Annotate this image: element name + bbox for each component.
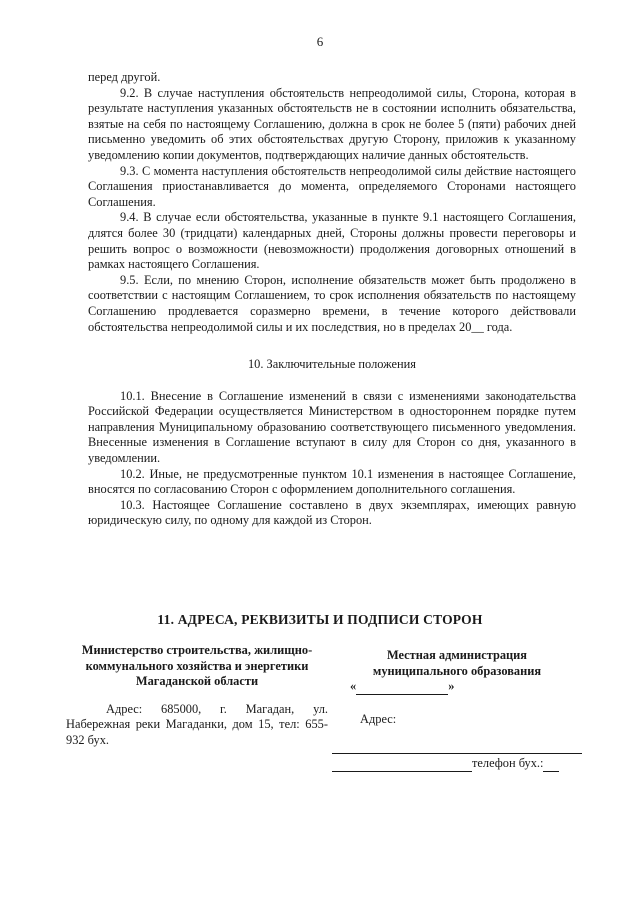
left-party-name: Министерство строительства, жилищно-коммунального хозяйства и энергетики Магаданской области [81,643,313,689]
right-phone-label: телефон бух.: [472,756,544,771]
quote-open: « [350,679,357,694]
right-phone-row [332,756,582,772]
main-text [88,70,576,529]
paragraph-9-2: 9.2. В случае наступления обстоятельств непреодолимой силы, Сторона, которая в результате наступления указанных обстоятельств не в состоянии исполнить обязательства, взятые на себя по настоящему Соглашению, должна в срок не более 5 (пяти) рабочих дней письменно уведомить об этих обстоятельствах другую Сторону, приложив к указанному уведомлению копии документов, подтверждающих наличие данных обстоятельств. [88,85,576,162]
section-11-title: 11. АДРЕСА, РЕКВИЗИТЫ И ПОДПИСИ СТОРОН [157,612,483,627]
right-phone-value-blank [543,757,559,772]
right-party-municipality-line [332,679,582,695]
paragraph-9-4: 9.4. В случае если обстоятельства, указанные в пункте 9.1 настоящего Соглашения, длятся более 30 (тридцати) календарных дней, Стороны должны провести переговоры и решить вопрос о возможности (невозможности) продолжения договорных отношений в рамках настоящего Соглашения. [88,210,576,272]
municipality-blank [356,681,448,695]
left-party-address: Адрес: 685000, г. Магадан, ул. Набережная реки Магаданки, дом 15, тел: 655-932 бух. [66,701,328,747]
paragraph-9-5: 9.5. Если, по мнению Сторон, исполнение обязательств может быть продолжено в соответствии с настоящим Соглашением, то срок исполнения обязательств по настоящему Соглашению продлевается соразмерно времени, в течение которого действовали обстоятельства непреодолимой силы и их последствия, но в пределах 20__ года. [88,272,576,334]
paragraph-10-3: 10.3. Настоящее Соглашение составлено в двух экземплярах, имеющих равную юридическую силу, по одному для каждой из Сторон. [88,497,576,528]
paragraph-10-1: 10.1. Внесение в Соглашение изменений в связи с изменениями законодательства Российской Федерации осуществляется Министерством в одностороннем порядке путем направления Муниципальному образованию соответствующего письменного уведомления. Внесенные изменения в Соглашение вступают в силу для Сторон со дня, указанного в уведомлении. [88,388,576,466]
right-phone-blank [332,757,472,772]
page-number: 6 [316,34,324,49]
right-address-label: Адрес: [360,711,397,726]
section-10-title: 10. Заключительные положения [247,357,417,372]
right-party-block [332,648,582,772]
paragraph-9-3: 9.3. С момента наступления обстоятельств непреодолимой силы действие настоящего Соглашения приостанавливается до момента, определяемого Сторонами настоящего Соглашения. [88,163,576,209]
right-party-name-line1: Местная администрация [386,648,528,662]
right-address-blank [332,739,582,754]
paragraph-10-2: 10.2. Иные, не предусмотренные пунктом 10.1 изменения в настоящее Соглашение, вносятся по согласованию Сторон с оформлением дополнительного соглашения. [88,466,576,497]
paragraph-continuation: перед другой. [88,70,161,84]
left-party-block [66,643,328,749]
quote-close: » [448,679,455,694]
right-party-name-line2: муниципального образования [372,663,542,678]
